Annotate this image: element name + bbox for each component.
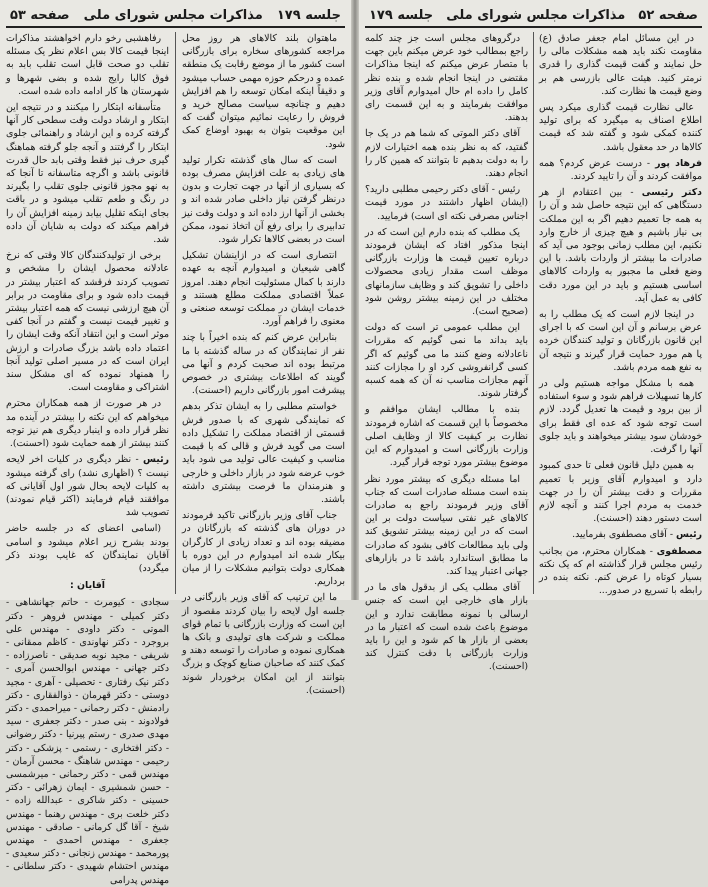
paragraph: بنابراین عرض کنم که بنده اخیراً با چند نفر از نمایندگان که در ساله گذشته با ما مرتبط بوده اند صحبت کردم و آنها می گویند که اطلاعات بیشتری در خصوص پیشرفت امور بازرگانی داریم (احسنت). xyxy=(182,332,345,397)
paragraph: این مطلب عمومی تر است که دولت باید بداند ما نمی گوئیم که مقررات ناعادلانه وضع کنند ما می گوئیم که اگر کسی گرانفروشی کرد او را مجازات کنند آنهم مجازات مناسب نه آن که همه کسبه گرفتار شوند. xyxy=(365,322,528,400)
text-column-left xyxy=(365,32,528,673)
paragraph: ماهتوان بلند کالاهای هر روز محل مراجعه کشورهای سخاره برای بازرگانی است کشور ما از موضع رقابت یک منطقه عمده و درحکم حوزه مهمی حساب میشود و دقیقاً اینکه امکان توسعه را هم افزایش دهیم و چنانچه سیاست مصالح خرید و فروش را رعایت نمائیم میتوان گفت که این موقعیت بتوان به بهبود اوضاع کمک شود. xyxy=(182,33,345,150)
page-number: صفحه ۵۲ xyxy=(638,7,698,23)
page-title: مذاکرات مجلس شورای ملی xyxy=(446,7,626,23)
session-number: جلسه ۱۷۹ xyxy=(276,7,341,23)
text-columns xyxy=(6,32,345,886)
absent-names: سجادی - کیومرث - حاتم جهانشاهی - دکتر کمیلی - مهندس فروهر - دکتر الموتی - دکتر داودی - مهندس علی بروجرد - دکتر نهاوندی - کاظم ممقانی - شریفی - مجید نوبه صدیقی - ناصرزاده - دکتر جهانی - مهندس ابوالحسن آمری - دکتر نیک رفتاری - تحصیلی - آهری - مجید دوستی - دکتر قهرمان - ذوالفقاری - دکتر رادمنش - دکتر رحمانی - میراحمدی - دکتر فولادوند - بنی صدر - دکتر جعفری - سید مهدی صدری - رستم پیرنیا - دکتر رضوانی - دکتر افتخاری - رستمی - پزشکی - دکتر رحیمی - مهندس شاهنگ - محسن آرمان - مهندس قمی - دکتر رحمانی - میرشمسی - حسن شمشیری - ایمان زهرائی - دکتر حسینی - دکتر شاکری - عبدالله زاده - دکتر خلعت بری - مهندس رهنما - مهندس شیخ - آقا گل کرمانی - صادقی - مهندس جعفری - مهندس احمدی - مهندس پورمحمد - مهندس زنجانی - دکتر سعیدی - مهندس احتشام شهیدی - دکتر سلطانی - مهندس پدرامی xyxy=(6,597,169,886)
absent-heading: آقایان : xyxy=(70,580,105,592)
paragraph: درگروهای مجلس است جز چند کلمه راجع بمطالب خود عرض میکنم باین جهت با متصار عرض میکنم که اینجا مذاکرات مقتضی در اینجا انجام شده و بنده نظر کامل را داده ام حال امیدوارم آقای وزیر موافقت بفرمایند و به این قسمت رای بدهند. xyxy=(365,33,528,124)
paragraph: جناب آقای وزیر بازرگانی تاکید فرمودند در دوران های گذشته که بازرگانان در مضیقه بوده اند و تعداد زیادی از کارگران بیکار شده اند امیدوارم در این دوره با همکاری دولت بتوانیم مشکلات را از میان برداریم. xyxy=(182,510,345,588)
paragraph: رئیس - آقای دکتر رحیمی مطلبی دارید؟ (ایشان اظهار داشتند در مورد قیمت اجناس مصرفی نکته ای است) فرمایید. xyxy=(365,184,528,222)
book-gutter xyxy=(351,0,359,600)
session-number: جلسه ۱۷۹ xyxy=(369,7,434,23)
paragraph: آقای دکتر الموتی که شما هم در یک جا گفتید، که به نظر بنده همه اختیارات لازم را به دولت بدهیم تا بتوانند که همین کار را انجام دهند. xyxy=(365,128,528,180)
speaker-name: مصطفوی xyxy=(656,545,703,557)
paragraph: ما این ترتیب که آقای وزیر بازرگانی در جلسه اول لایحه را بیان کردند مقصود از این است که وزارت بازرگانی با تمام قوای مملکت و شرکت های تولیدی و بانک ها همکاری نموده و صادرات را توسعه دهند و کمک کنند که صاحبان صنایع کوچک و بزرگ بتوانند از این امکان برخوردار شوند (احسنت). xyxy=(182,592,345,696)
paragraph: یک مطلب که بنده دارم این است که در اینجا مذکور افتاد که ایشان فرمودند درباره تعیین قیمت ها وزارت بازرگانی موظف است مقدار زیادی محصولات داخلی را تشویق کند و وظایف سازمانهای مختلف در این زمینه بیشتر روشن شود (صحیح است). xyxy=(365,226,528,318)
paragraph: در اینجا لازم است که یک مطلب را به عرض برسانم و آن این است که با اجرای این قانون بازرگانان و تولید کنندگان خرده پا هم مورد حمایت قرار گیرند و نتیجه آن به نفع همه مردم باشد. xyxy=(539,309,702,373)
paragraph: خواستم مطلبی را به ایشان تذکر بدهم که نمایندگی شهری که با صدور فرش قسمتی از اقتصاد مملکت را تشکیل داده است می گوید فرش و قالی که با قیمت مناسب و کیفیت عالی تولید می شود باید خوب عرضه شود در بازار داخلی و خارجی و هنرمندان ما فرصت بیشتری داشته باشند. xyxy=(182,401,345,505)
column-divider xyxy=(533,32,534,594)
text-column-right xyxy=(182,32,345,696)
column-divider xyxy=(175,32,176,594)
note: (اسامی اعضای که در جلسه حاضر بودند بشرح زیر اعلام میشود و اسامی آقایان نمایندگان که غایب بودند ذکر میگردد) xyxy=(6,523,169,574)
paragraph: آقای مطلب یکی از بدقول های ما در بازار های خارجی این است که جنس ارسالی با نمونه مطابقت ندارد و این موضوع باعث شده است که اعتبار ما در بعضی از بازار ها کم شود و این را باید وزارت بازرگانی با دقت کنترل کند (احسنت). xyxy=(365,582,528,673)
speaker-name: دکتر رئیسی xyxy=(641,187,702,199)
page-header xyxy=(6,4,345,28)
paragraph: بنده با مطالب ایشان موافقم و مخصوصاً با این قسمت که اشاره فرمودند نظارت بر کیفیت کالا از وظایف اصلی وزارت بازرگانی است و امیدوارم که این موضوع بیشتر مورد توجه قرار گیرد. xyxy=(365,404,528,469)
paragraph: همه با مشکل مواجه هستیم ولی در کارها تسهیلات فراهم شود و سوء استفاده از بین برود و قیمت ها تعدیل گردد. لازم است توجه شود که عده ای فقط برای خودشان سود بیشتر میخواهند و باید جلوی آنها را گرفت. xyxy=(539,378,702,456)
speech xyxy=(539,528,702,541)
paragraph: اما مسئله دیگری که بیشتر مورد نظر بنده است مسئله صادرات است که جناب آقای وزیر فرمودند راجع به صادرات کالاهای غیر نفتی سیاست دولت بر این است که در این زمینه بیشتر تشویق کند ولی باید مطالعات کافی بشود که صادرات ما مطابق استاندارد باشد تا در بازارهای جهانی اعتبار پیدا کند. xyxy=(365,473,528,577)
speech-text: - بین اعتقادم از هر دستگاهی که این نتیجه حاصل شد و آن را به همه جا تعمیم دهیم اگر به این مملکت بی نیاز باشیم و هیچ چیزی از خارج وارد نکنیم، این مطلب زمانی بوجود می آید که صادرات ما بیشتر از واردات باشد. با این وضع فعلی ما مجبور به واردات کالاهای اساسی هستیم و باید در این مورد دقت کافی به عمل آید. xyxy=(539,187,702,304)
speech xyxy=(539,186,702,305)
page-52 xyxy=(359,0,708,673)
paragraph: در هر صورت از همه همکاران محترم میخواهم که این نکته را بیشتر در آینده مد نظر قرار داده و اینبار دیگری هم نیز توجه کنند بیشتر از همه حمایت شود (احسنت). xyxy=(6,398,169,450)
speech xyxy=(539,157,702,183)
speech-text: نظر دیگری در کلیات اخر لایحه نیست ؟ (اظهاری نشد) رای گرفته میشود به کلیات لایحه بحال شور اول آقایانی که موافقند قیام فرمایند (اکثر قیام نمودند) تصویب شد xyxy=(6,454,169,519)
speech xyxy=(539,545,702,598)
page-title: مذاکرات مجلس شورای ملی xyxy=(83,7,263,23)
text-column-left xyxy=(6,32,169,886)
speech: رئیس - نظر دیگری در کلیات اخر لایحه نیست ؟ (اظهاری نشد) رای گرفته میشود به کلیات لایحه بحال شور اول آقایانی که موافقند قیام فرمایند (اکثر قیام نمودند) تصویب شد xyxy=(6,454,169,519)
speech-text: - همکاران محترم، من بجانب رئیس مجلس قرار گذاشته ام که یک نکته بسیار کوتاه را عرض کنم. نکته بنده در رابطه با تسریع در صدور... xyxy=(539,545,702,597)
page-53 xyxy=(0,0,351,886)
text-columns xyxy=(365,32,703,673)
paragraph: به همین دلیل قانون فعلی تا حدی کمبود دارد و امیدوارم آقای وزیر با تعمیم مقررات و دقت بیشتر آن را در جهت خدمت به مردم اجرا کنند و آنچه لازم است دستور دهند (احسنت). xyxy=(539,460,702,525)
speaker-name: رئیس xyxy=(143,454,169,466)
speaker-name: فرهاد پور xyxy=(655,157,702,169)
page-header xyxy=(365,4,702,28)
paragraph: عالی نظارت قیمت گذاری میکرد پس اطلاع اصناف به میگیرد که برای تولید کننده کمکی شود و گفته شد که قیمت کالاها در حد معقول باشد. xyxy=(539,102,702,153)
speaker-name: رئیس xyxy=(676,529,702,541)
speech-text: - درست عرض کردم؟ همه موافقت کردند و آن را تایید کردند. xyxy=(539,157,702,183)
text-column-right xyxy=(539,32,703,597)
page-number: صفحه ۵۳ xyxy=(10,7,70,23)
paragraph: برخی از تولیدکنندگان کالا وقتی که نرخ عادلانه محصول ایشان را مشخص و تصویب کردند فرقشد که اعتبار بیشتر در قیمت داده شود و برای مقاومت در برابر آن هیچ ارزشی نیست که همه اعتبار بیشتر و تغییر قیمت نیست و گفتم در آنجا کفی موثر است و این انتقاد آنکه وقت ایشان را اعتماد داده باشد بزرگ صادرات و ارزش ایران است که در مسیر اصلی تولید آنجا را همنهاد نموده که ای مشکل سند اشتراکی و مقاومت است. xyxy=(6,250,169,394)
paragraph: است که سال های گذشته تکرار تولید های زیادی به علت افزایش مصرف بوده که بسیاری از آنها در جهت تجارت و بدون درنظر گرفتن نیاز داخلی صادر شده اند و بخشی از آنها ارز داده اند و دولت وقت نیز تدابیری را برای رفع آن اتخاذ نمود، ممکن است در بعضی کالاها تکرار شود. xyxy=(182,154,345,246)
paragraph: متأسفانه ابتکار را میکنند و در نتیجه این ابتکار و ارشاد دولت وقت سطحی کار آنها گرفته کرده و این ارشاد و راهنمائی جلوی ابتکار را گرفتند و آنجه جلو گرفته هماهنگ گیری حرف نیز فقط وقتی بابد حال قدرت قانونی باشد و اگرچه متاسفانه تا آنجا که به نهو مجوز قانونی جلوی تقلب را بگیرند در رنگ و طعم تقلب میشود و در باقت بجای اینکه تقلیل بیابد زمینه افزایش آن را فراهم میکند که دولت به شایان آن داده شد. xyxy=(6,102,169,246)
paragraph: رفاهشبی رخو دارم اخواهشند مذاکرات اینجا قیمت کالا بس اعلام نظر یک مسئله تقلب دو صحت قابل است تقلب بابد به فوق کالبا رایج شده و بضی شهرها و شهرستان ها کار ادامه داده شده است. xyxy=(6,33,169,97)
speech-text: - آقای مصطفوی بفرمایید. xyxy=(572,529,674,541)
paragraph: انتصاری است که در ازاینشان تشکیل گاهی شیعیان و امیدوارم آنچه به عهده دارند با کمال مسئولیت انجام دهند. امروز عملاً اقتصادی مملکت مطلع هستند و خدمات ایشان در مملکت توسعه صنعتی و معنوی را فراهم آورد. xyxy=(182,250,345,328)
paragraph: در این مسائل امام جعفر صادق (ع) مقاومت نکند باید همه مشکلات مالی را حل نمایند و گفت قیمت گذاری را قدری نرمتر کنید. هیئت عالی بازرسی هم بر وضع قیمت ها نظارت کند. xyxy=(539,33,702,97)
